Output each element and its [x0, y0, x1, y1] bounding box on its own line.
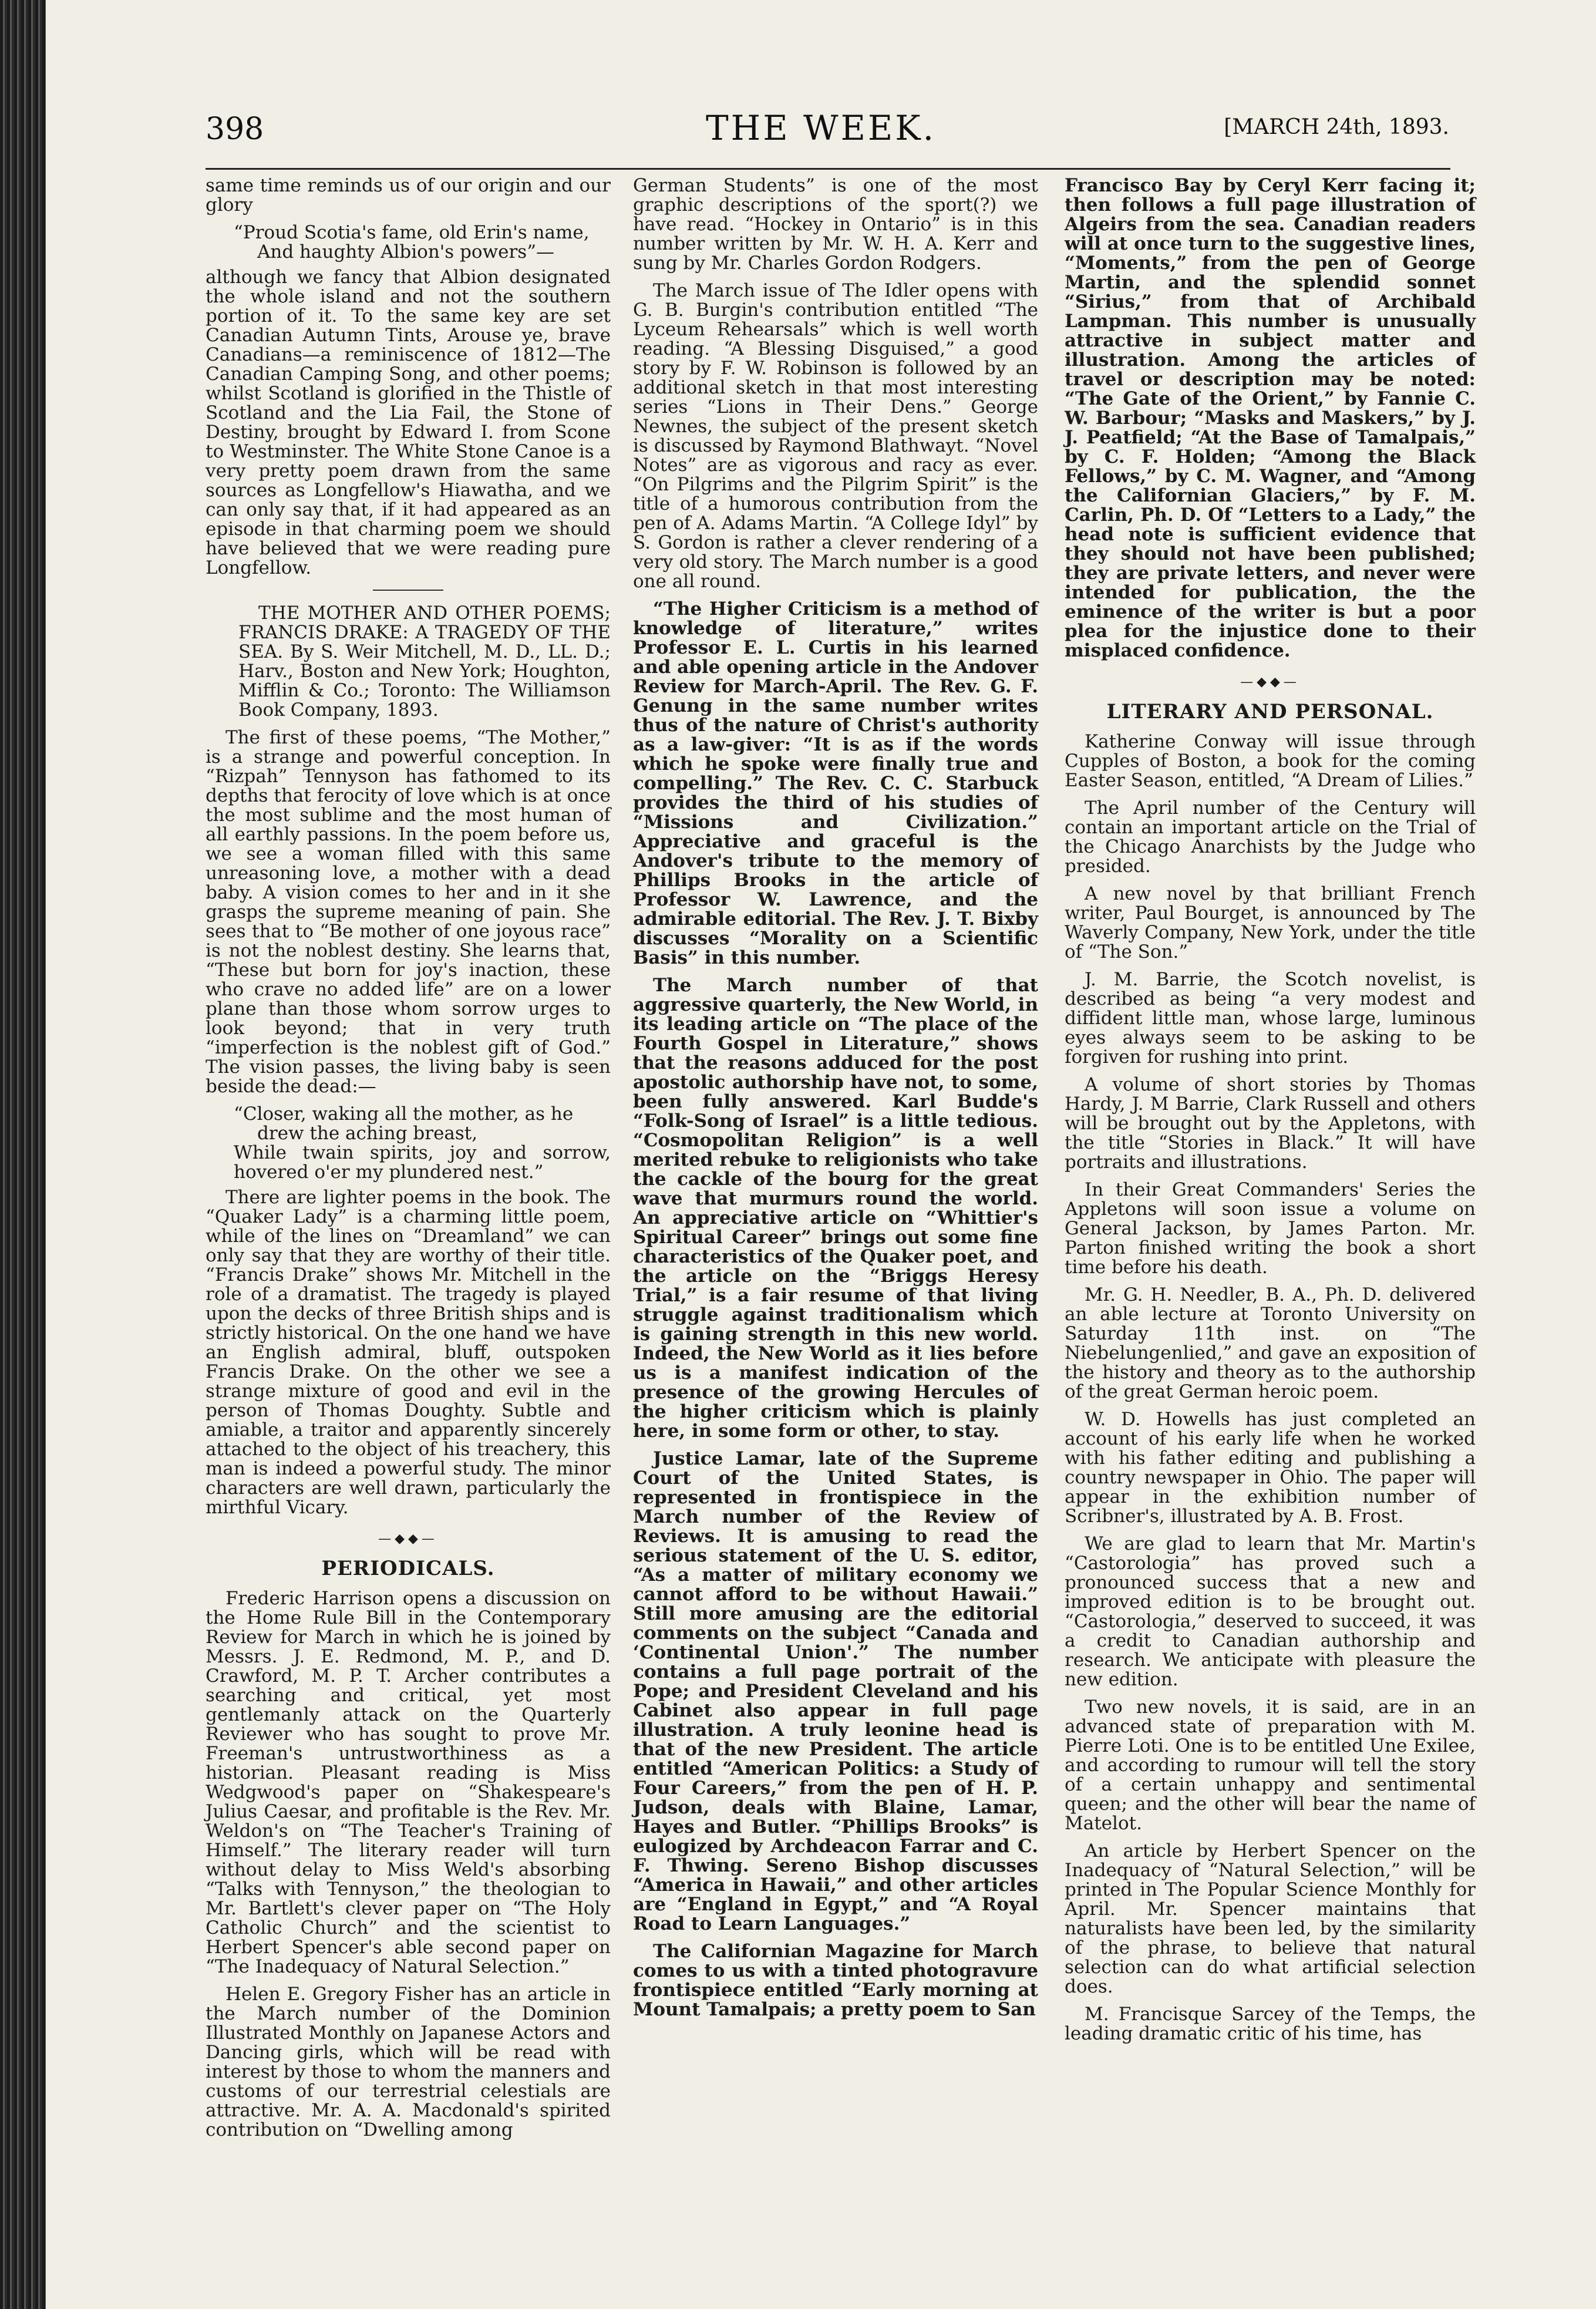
header-rule — [206, 168, 1450, 170]
page-header — [46, 106, 1596, 159]
paragraph: “The Higher Criticism is a method of knowledge of literature,” writes Professor E. L. Curtis in his learned and able opening article in the Andover Review for March-April. The Rev. G. F. Genung in the same number writes thus of the nature of Christ's authority as a law-giver: “It is as if the words which he spoke were finally true and compelling.” The Rev. C. C. Starbuck provides the third of his studies of “Missions and Civilization.” Appreciative and graceful is the Andover's tribute to the memory of Phillips Brooks in the article of Professor W. Lawrence, and the admirable editorial. The Rev. J. T. Bixby discusses “Morality on a Scientific Basis” in this number. — [633, 598, 1038, 968]
ornament-divider: —◆◆— — [378, 1532, 438, 1546]
paragraph: In their Great Commanders' Series the Appletons will soon issue a volume on General Jackson, by James Parton. Mr. Parton finished writing the book a short time before his death. — [1065, 1179, 1476, 1278]
column-2 — [633, 176, 1038, 2028]
paragraph: A volume of short stories by Thomas Hardy, J. M Barrie, Clark Russell and others will be brought out by the Appletons, with the title “Stories in Black.” It will have portraits and illustrations. — [1065, 1074, 1476, 1173]
page-title: THE WEEK. — [705, 108, 937, 148]
verse-line: “Proud Scotia's fame, old Erin's name, — [234, 222, 590, 243]
verse-line: “Closer, waking all the mother, as he — [234, 1103, 574, 1125]
verse-line: And haughty Albion's powers”— — [257, 241, 555, 262]
column-3 — [1065, 176, 1476, 2052]
section-heading: LITERARY AND PERSONAL. — [1106, 700, 1434, 723]
paragraph: Helen E. Gregory Fisher has an article in the March number of the Dominion Illustrated Monthly on Japanese Actors and Dancing girls, which will be read with interest by those to whom the manners and customs of our terrestrial celestials are attractive. Mr. A. A. Macdonald's spirited contribution on “Dwelling among — [206, 1984, 611, 2140]
paragraph: J. M. Barrie, the Scotch novelist, is described as being “a very modest and diffident little man, whose large, luminous eyes always seem to be asking to be forgiven for rushing into print. — [1065, 969, 1476, 1068]
paragraph: W. D. Howells has just completed an account of his early life when he worked with his father editing and publishing a country newspaper in Ohio. The paper will appear in the exhibition number of Scribner's, illustrated by A. B. Frost. — [1065, 1409, 1476, 1527]
paragraph: same time reminds us of our origin and our glory — [206, 175, 611, 216]
ornament-divider: —◆◆— — [1240, 675, 1300, 689]
paragraph: although we fancy that Albion designated the whole island and not the southern portion of it. To the same key are set Canadian Autumn Tints, Arouse ye, brave Canadians—a reminiscence of 1812—The Canadian Camping Song, and other poems; whilst Scotland is glorified in the Thistle of Scotland and the Lia Fail, the Stone of Destiny, brought by Edward I. from Scone to Westminster. The White Stone Canoe is a very pretty poem drawn from the same sources as Longfellow's Hiawatha, and we can only say that, if it had appeared as an episode in that charming poem we should have believed that we were reading pure Longfellow. — [206, 267, 611, 578]
paragraph: Two new novels, it is said, are in an advanced state of preparation with M. Pierre Loti. One is to be entitled Une Exilee, and according to rumour will tell the story of a certain unhappy and sentimental queen; and the other will bear the name of Matelot. — [1065, 1697, 1476, 1834]
paragraph: The April number of the Century will contain an important article on the Trial of the Chicago Anarchists by the Judge who presided. — [1065, 797, 1476, 877]
page-number: 398 — [206, 112, 264, 147]
paragraph: Frederic Harrison opens a discussion on the Home Rule Bill in the Contemporary Review for March in which he is joined by Messrs. J. E. Redmond, M. P., and D. Crawford, M. P. T. Archer contributes a searching and critical, yet most gentlemanly attack on the Quarterly Reviewer who has sought to prove Mr. Freeman's untrustworthiness as a historian. Pleasant reading is Miss Wedgwood's paper on “Shakespeare's Julius Caesar, and profitable is the Rev. Mr. Weldon's on “The Teacher's Training of Himself.” The literary reader will turn without delay to Miss Weld's absorbing “Talks with Tennyson,” the theologian to Mr. Bartlett's clever paper on “The Holy Catholic Church” and the scientist to Herbert Spencer's able second paper on “The Inadequacy of Natural Selection.” — [206, 1588, 611, 1977]
paragraph: There are lighter poems in the book. The “Quaker Lady” is a charming little poem, while of the lines on “Dreamland” we can only say that they are worthy of their title. “Francis Drake” shows Mr. Mitchell in the role of a dramatist. The tragedy is played upon the decks of three British ships and is strictly historical. On the one hand we have an English admiral, bluff, outspoken Francis Drake. On the other we see a strange mixture of good and evil in the person of Thomas Doughty. Subtle and amiable, a traitor and apparently sincerely attached to the object of his treachery, this man is indeed a powerful study. The minor characters are well drawn, particularly the mirthful Vicary. — [206, 1187, 611, 1518]
paragraph: The Californian Magazine for March comes to us with a tinted photogravure frontispiece entitled “Early morning at Mount Tamalpais; a pretty poem to San — [633, 1941, 1038, 2020]
paragraph: The first of these poems, “The Mother,” is a strange and powerful conception. In “Rizpah” Tennyson has fathomed to its depths that ferocity of love which is at once the most sublime and the most human of all earthly passions. In the poem before us, we see a woman filled with this same unreasoning love, a mother with a dead baby. A vision comes to her and in it she grasps the supreme meaning of pain. She sees that to “Be mother of one joyous race” is not the noblest destiny. She learns that, “These but born for joy's inaction, these who crave no added life” are on a lower plane than those whom sorrow urges to look beyond; that in very truth “imperfection is the noblest gift of God.” The vision passes, the living baby is seen beside the dead:— — [206, 727, 611, 1097]
paragraph: German Students” is one of the most graphic descriptions of the sport(?) we have read. “Hockey in Ontario” is in this number written by Mr. W. H. A. Kerr and sung by Mr. Charles Gordon Rodgers. — [633, 175, 1038, 274]
verse-line: While twain spirits, joy and sorrow, hovered o'er my plundered nest.” — [234, 1142, 611, 1183]
paragraph: We are glad to learn that Mr. Martin's “Castorologia” has proved such a pronounced success that a new and improved edition is to be brought out. “Castorologia,” deserved to succeed, it was a credit to Canadian authorship and research. We anticipate with pleasure the new edition. — [1065, 1533, 1476, 1690]
paragraph: An article by Herbert Spencer on the Inadequacy of “Natural Selection,” will be printed in The Popular Science Monthly for April. Mr. Spencer maintains that naturalists have been led, by the similarity of the phrase, to believe that natural selection can do what artificial selection does. — [1065, 1840, 1476, 1997]
newspaper-page — [46, 0, 1596, 2309]
book-review-header: THE MOTHER AND OTHER POEMS; FRANCIS DRAKE: A TRAGEDY OF THE SEA. By S. Weir Mitchell, M. D., LL. D.; Harv., Boston and New York; Houghton, Mifflin & Co.; Toronto: The Williamson Book Company, 1893. — [238, 603, 611, 721]
section-heading: PERIODICALS. — [321, 1557, 495, 1580]
verse-quote — [206, 1105, 611, 1182]
paragraph: The March number of that aggressive quarterly, the New World, in its leading article on “The place of the Fourth Gospel in Literature,” shows that the reasons adduced for the post apostolic authorship have not, to some, been fully answered. Karl Budde's “Folk-Song of Israel” is a little tedious. “Cosmopolitan Religion” is a well merited rebuke to religionists who take the cackle of the bourg for the great wave that murmurs round the world. An appreciative article on “Whittier's Spiritual Career” brings out some fine characteristics of the Quaker poet, and the article on the “Briggs Heresy Trial,” is a fair resume of that living struggle against traditionalism which is gaining strength in this new world. Indeed, the New World as it lies before us is a manifest indication of the presence of the growing Hercules of the higher criticism which is plainly here, in some form or other, to stay. — [633, 975, 1038, 1442]
page-date: [MARCH 24th, 1893. — [1224, 115, 1449, 139]
section-divider — [373, 590, 443, 591]
verse-quote — [206, 223, 611, 262]
paragraph: A new novel by that brilliant French writer, Paul Bourget, is announced by The Waverly Company, New York, under the title of “The Son.” — [1065, 883, 1476, 962]
paragraph: Mr. G. H. Needler, B. A., Ph. D. delivered an able lecture at Toronto University on Saturday 11th inst. on “The Niebelungenlied,” and gave an exposition of the history and theory as to the authorship of the great German heroic poem. — [1065, 1284, 1476, 1402]
binding-edge — [0, 0, 46, 2309]
paragraph: M. Francisque Sarcey of the Temps, the leading dramatic critic of his time, has — [1065, 2004, 1476, 2044]
paragraph: Francisco Bay by Ceryl Kerr facing it; then follows a full page illustration of Algeirs from the sea. Canadian readers will at once turn to the suggestive lines, “Moments,” from the pen of George Martin, and the splendid sonnet “Sirius,” from that of Archibald Lampman. This number is unusually attractive in subject matter and illustration. Among the articles of travel or description may be noted: “The Gate of the Orient,” by Fannie C. W. Barbour; “Masks and Maskers,” by J. J. Peatfield; “At the Base of Tamalpais,” by C. F. Holden; “Among the Black Fellows,” by C. M. Wagner, and “Among the Californian Glaciers,” by F. M. Carlin, Ph. D. Of “Letters to a Lady,” the head note is sufficient evidence that they should not have been published; they are private letters, and never were intended for publication, the the eminence of the writer is but a poor plea for the injustice done to their misplaced confidence. — [1065, 175, 1476, 661]
verse-line: drew the aching breast, — [257, 1123, 478, 1144]
column-1 — [206, 176, 611, 2148]
paragraph: Justice Lamar, late of the Supreme Court of the United States, is represented in frontispiece in the March number of the Review of Reviews. It is amusing to read the serious statement of the U. S. editor, “As a matter of military economy we cannot afford to be without Hawaii.” Still more amusing are the editorial comments on the subject “Canada and ‘Continental Union'.” The number contains a full page portrait of the Pope; and President Cleveland and his Cabinet also appear in full page illustration. A truly leonine head is that of the new President. The article entitled “American Politics: a Study of Four Careers,” from the pen of H. P. Judson, deals with Blaine, Lamar, Hayes and Butler. “Phillips Brooks” is eulogized by Archdeacon Farrar and C. F. Thwing. Sereno Bishop discusses “America in Hawaii,” and other articles are “England in Egypt,” and “A Royal Road to Learn Languages.” — [633, 1448, 1038, 1934]
paragraph: Katherine Conway will issue through Cupples of Boston, a book for the coming Easter Season, entitled, “A Dream of Lilies.” — [1065, 731, 1476, 791]
paragraph: The March issue of The Idler opens with G. B. Burgin's contribution entitled “The Lyceum Rehearsals” which is well worth reading. “A Blessing Disguised,” a good story by F. W. Robinson is followed by an additional sketch in that most interesting series “Lions in Their Dens.” George Newnes, the subject of the present sketch is discussed by Raymond Blathwayt. “Novel Notes” are as vigorous and racy as ever. “On Pilgrims and the Pilgrim Spirit” is the title of a humorous contribution from the pen of A. Adams Martin. “A College Idyl” by S. Gordon is rather a clever rendering of a very old story. The March number is a good one all round. — [633, 280, 1038, 592]
